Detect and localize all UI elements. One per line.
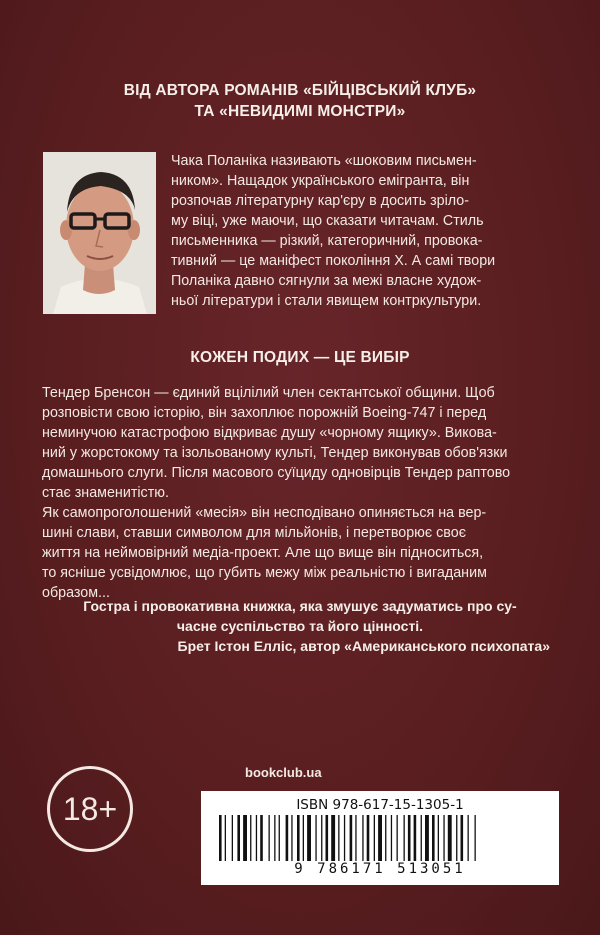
publisher-website: bookclub.ua	[245, 765, 322, 780]
author-photo	[43, 152, 156, 314]
synopsis-line: домашнього слуги. Після масового суїциду одновірців Тендер раптово	[42, 465, 511, 481]
bio-line: розпочав літературну кар'єру в досить зріло-	[171, 193, 470, 209]
synopsis-line: життя на неймовірний медіа-проект. Але що вище він підноситься,	[42, 545, 484, 561]
isbn-text: ISBN 978-617-15-1305-1	[296, 797, 464, 813]
bio-line: письменника — різкий, категоричний, провока-	[171, 233, 483, 249]
synopsis-line: Як самопроголошений «месія» він несподівано опиняється на вер-	[42, 505, 487, 521]
quote-line: Гостра і провокативна книжка, яка змушує задуматись про су-	[83, 598, 517, 614]
quote-line: часне суспільство та його цінності.	[176, 618, 424, 634]
barcode-icon	[211, 815, 549, 863]
synopsis-line: неминучою катастрофою відкриває душу «чорному ящику». Викова-	[42, 425, 497, 441]
age-rating-badge: 18+	[47, 766, 133, 852]
bio-line: ньої літератури і стали явищем контркультури.	[171, 293, 482, 309]
synopsis-line: то ясніше усвідомлює, що губить межу між реальністю і вигаданим	[42, 565, 487, 581]
review-quote	[40, 596, 560, 636]
barcode-digits: 9 786171 513051	[294, 861, 466, 877]
synopsis-line: образом...	[42, 585, 110, 601]
barcode-panel	[201, 791, 559, 885]
synopsis-line: стає знаменитістю.	[42, 485, 169, 501]
synopsis-line: розповісти свою історію, він захоплює порожній Boeing-747 і перед	[42, 405, 487, 421]
quote-author: Брет Істон Елліс, автор «Американського психопата»	[177, 638, 550, 654]
bio-line: тивний — це маніфест покоління X. А самі твори	[171, 253, 496, 269]
synopsis-line: шині слави, ставши символом для мільйонів, і перетворює своє	[42, 525, 466, 541]
bio-line: ником». Нащадок українського емігранта, він	[171, 173, 470, 189]
header-line-2: ТА «НЕВИДИМІ МОНСТРИ»	[194, 103, 406, 120]
author-bio	[171, 151, 557, 311]
bio-line: му віці, уже маючи, що сказати читачам. Стиль	[171, 213, 484, 229]
bio-line: Чака Поланіка називають «шоковим письмен-	[171, 153, 477, 169]
synopsis-line: Тендер Бренсон — єдиний вцілілий член сектантської общини. Щоб	[42, 385, 495, 401]
synopsis	[42, 383, 556, 603]
header-line-1: ВІД АВТОРА РОМАНІВ «БІЙЦІВСЬКИЙ КЛУБ»	[123, 82, 477, 99]
synopsis-line: ний у жорстокому та ізольованому культі, Тендер виконував обов'язки	[42, 445, 508, 461]
author-portrait-illustration	[43, 152, 156, 314]
section-title: КОЖЕН ПОДИХ — ЦЕ ВИБІР	[190, 349, 410, 366]
bio-line: Поланіка давно сягнули за межі власне худож-	[171, 273, 482, 289]
